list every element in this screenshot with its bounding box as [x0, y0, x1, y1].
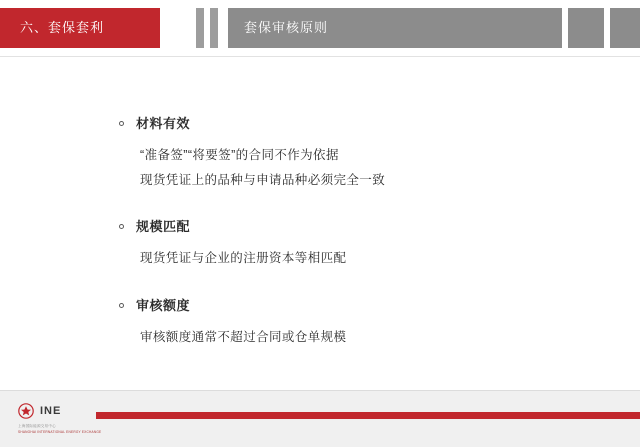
bullet-group [118, 297, 346, 350]
header-accent-block-b [610, 8, 640, 48]
bullet-line: “准备签”“将要签”的合同不作为依据 [140, 148, 339, 162]
circle-bullet-icon [119, 121, 124, 126]
bullet-heading [118, 218, 346, 236]
page-title: 套保审核原则 [244, 20, 329, 35]
footer-accent-bar [96, 412, 640, 419]
header-accent-block-a [568, 8, 604, 48]
bullet-body [118, 325, 346, 350]
circle-bullet-icon [119, 224, 124, 229]
header-tick-1 [196, 8, 204, 48]
slide-footer [0, 390, 640, 447]
bullet-body [118, 246, 346, 271]
ine-logo-icon [18, 403, 34, 419]
bullet-line: 审核额度通常不超过合同或仓单规模 [140, 330, 347, 344]
logo-subtitle-en: SHANGHAI INTERNATIONAL ENERGY EXCHANGE [18, 430, 102, 434]
bullet-heading [118, 115, 385, 133]
slide-body [0, 57, 640, 390]
bullet-line: 现货凭证上的品种与申请品种必须完全一致 [140, 173, 386, 187]
bullet-heading-text: 材料有效 [136, 116, 191, 131]
slide-header [0, 0, 640, 56]
bullet-line: 现货凭证与企业的注册资本等相匹配 [140, 251, 347, 265]
footer-divider [0, 390, 640, 391]
bullet-group [118, 218, 346, 271]
bullet-body [118, 143, 385, 193]
logo-subtitle-cn: 上海国际能源交易中心 [18, 424, 56, 428]
bullet-heading-text: 规模匹配 [136, 219, 191, 234]
bullet-heading [118, 297, 346, 315]
section-label-text: 六、套保套利 [20, 20, 105, 35]
bullet-group [118, 115, 385, 193]
bullet-heading-text: 审核额度 [136, 298, 191, 313]
circle-bullet-icon [119, 303, 124, 308]
logo-text: INE [40, 405, 62, 417]
logo [18, 403, 61, 419]
header-tick-2 [210, 8, 218, 48]
